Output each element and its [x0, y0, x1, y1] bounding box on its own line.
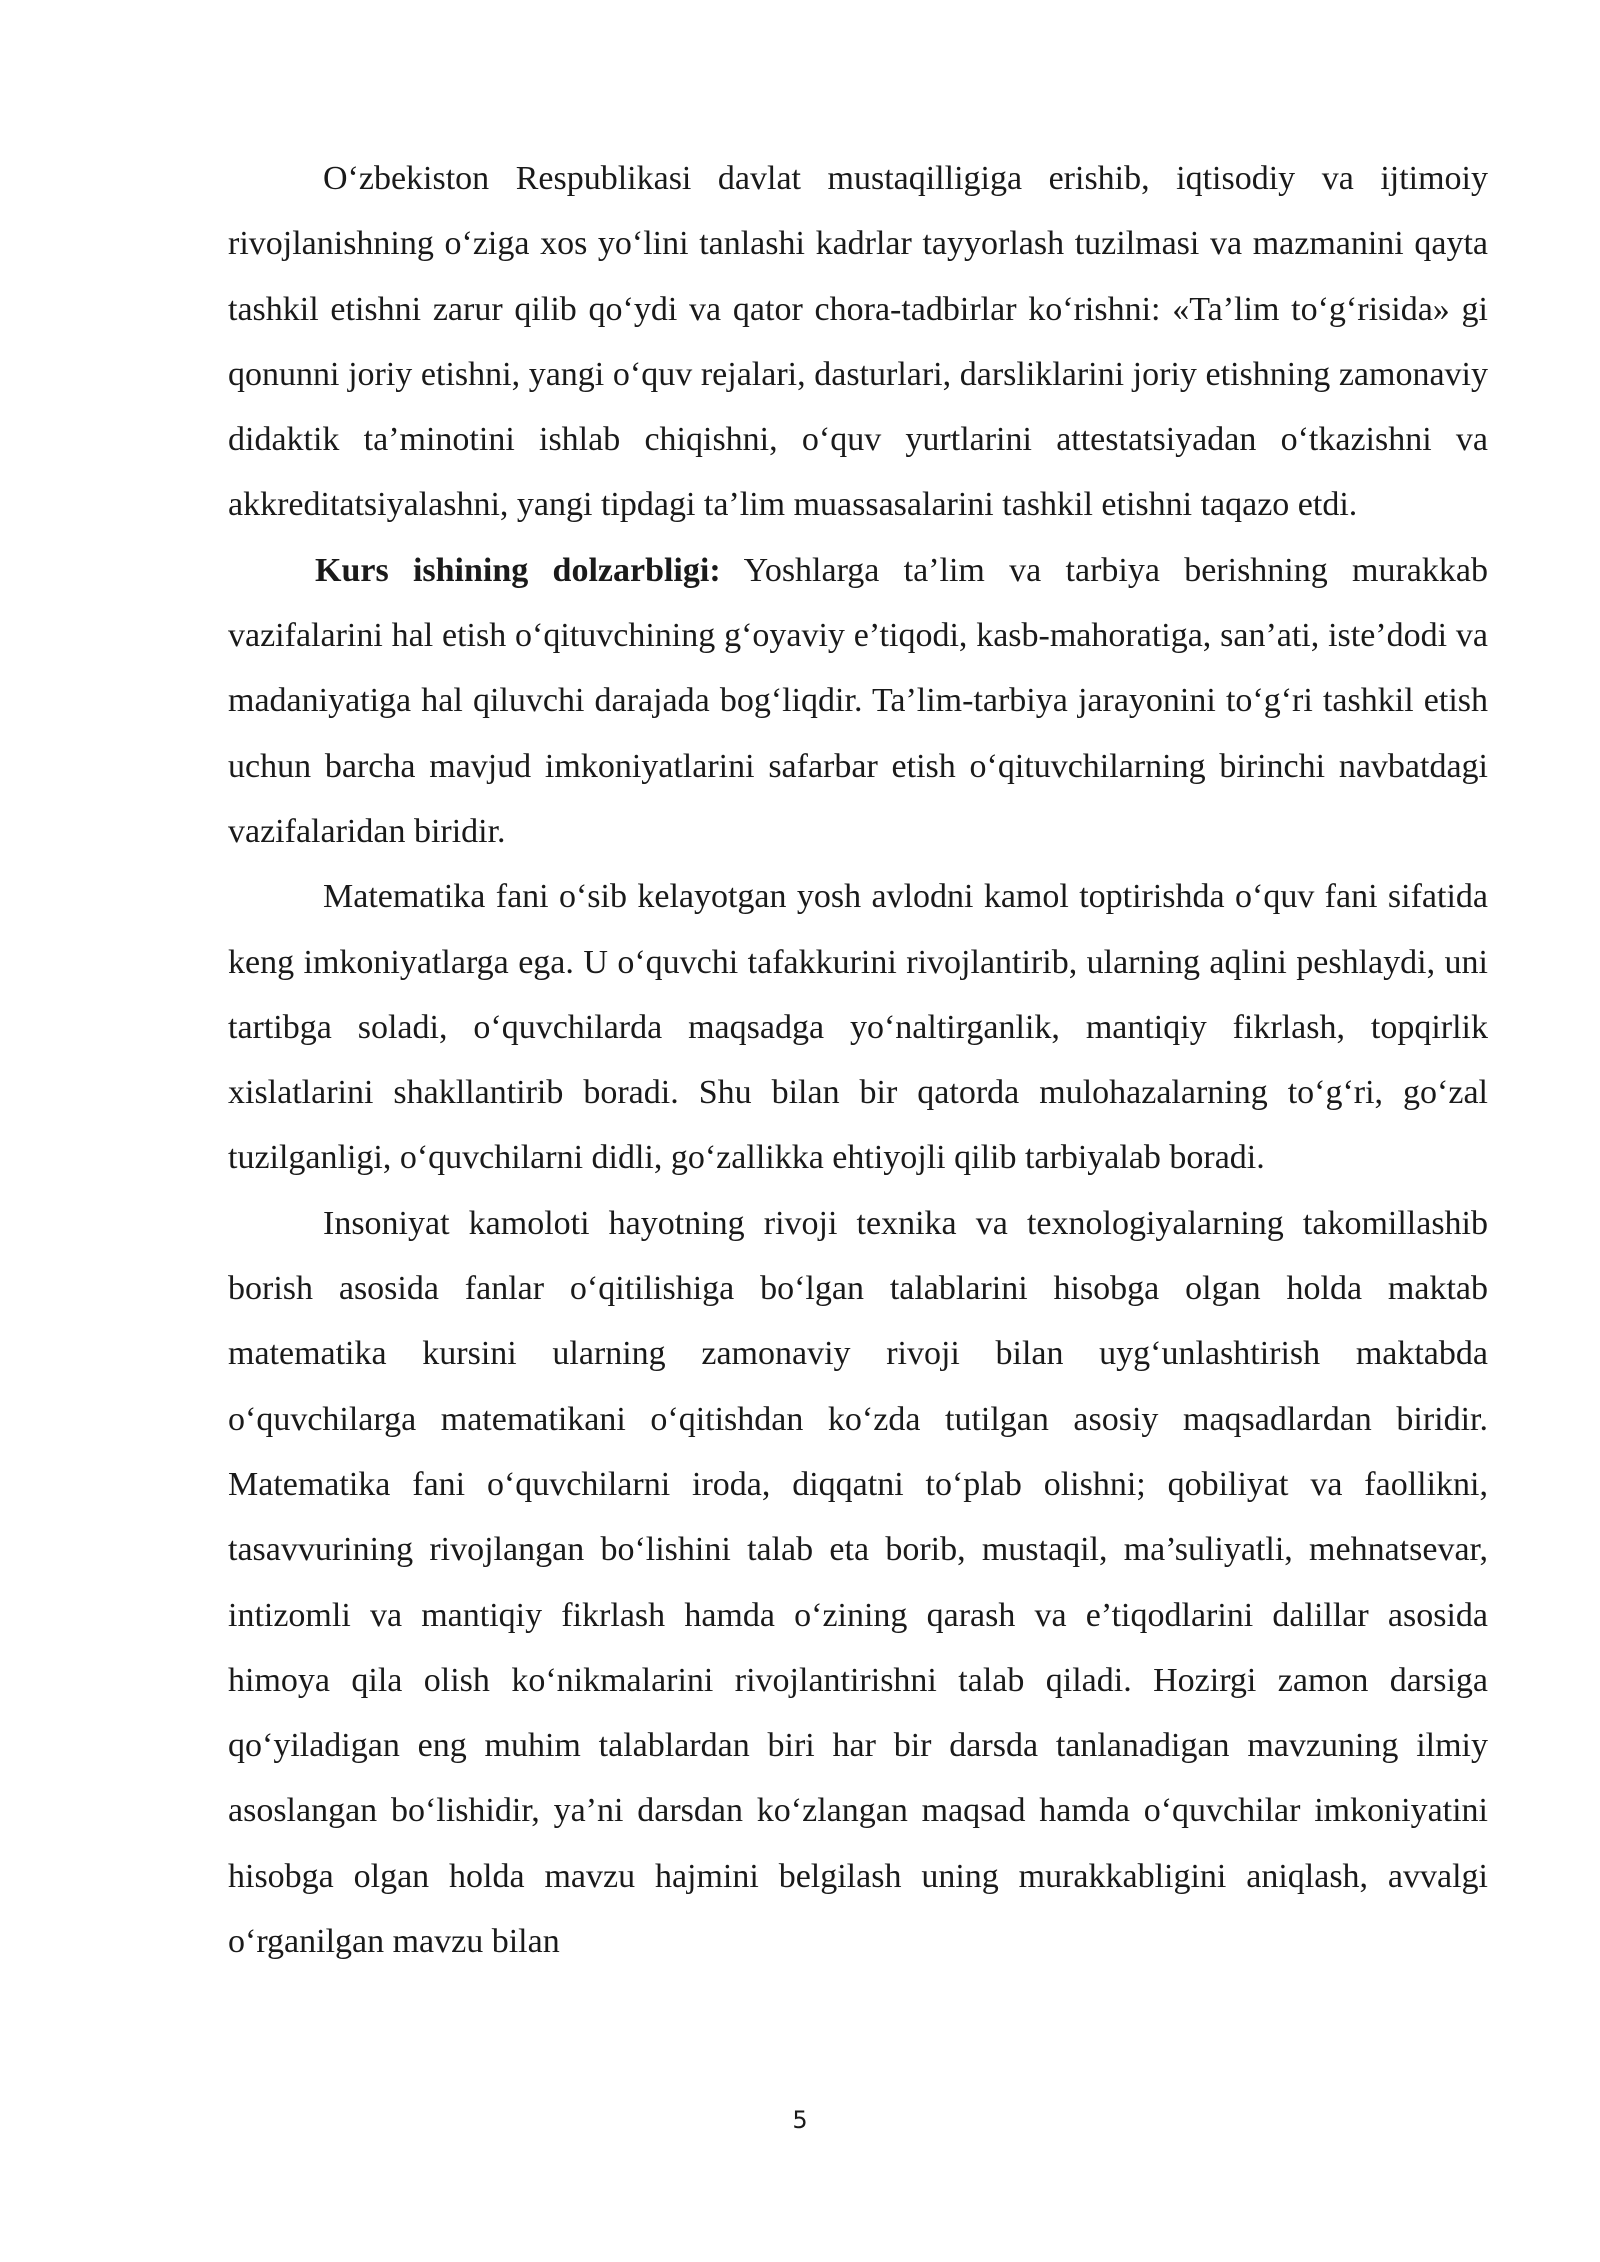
paragraph-2: [228, 538, 1488, 864]
paragraph-3-text: Matematika fani o‘sib kelayotgan yosh avlodni kamol toptirishda o‘quv fani sifatida keng imkoniyatlarga ega. U o‘quvchi tafakkurini rivojlantirib, ularning aqlini peshlaydi, uni tartibga soladi, o‘quvchilarda maqsadga yo‘naltirganlik, mantiqiy fikrlash, topqirlik xislatlarini shakllantirib boradi. Shu bilan bir qatorda mulohazalarning to‘g‘ri, go‘zal tuzilganligi, o‘quvchilarni didli, go‘zallikka ehtiyojli qilib tarbiyalab boradi.: [228, 878, 1488, 1177]
page-number: 5: [792, 2106, 808, 2134]
paragraph-1: [228, 146, 1488, 538]
paragraph-2-lead: Kurs ishining dolzarbligi:: [315, 551, 721, 589]
paragraph-3: [228, 864, 1488, 1190]
paragraph-4: [228, 1191, 1488, 1975]
paragraph-2-text: Yoshlarga ta’lim va tarbiya berishning murakkab vazifalarini hal etish o‘qituvchining g‘oyaviy e’tiqodi, kasb-mahoratiga, san’ati, iste’dodi va madaniyatiga hal qiluvchi darajada bog‘liqdir. Ta’lim-tarbiya jarayonini to‘g‘ri tashkil etish uchun barcha mavjud imkoniyatlarini safarbar etish o‘qituvchilarning birinchi navbatdagi vazifalaridan biridir.: [228, 551, 1488, 850]
paragraph-4-text: Insoniyat kamoloti hayotning rivoji texnika va texnologiyalarning takomillashib borish asosida fanlar o‘qitilishiga bo‘lgan talablarini hisobga olgan holda maktab matematika kursini ularning zamonaviy rivoji bilan uyg‘unlashtirish maktabda o‘quvchilarga matematikani o‘qitishdan ko‘zda tutilgan asosiy maqsadlardan biridir. Matematika fani o‘quvchilarni iroda, diqqatni to‘plab olishni; qobiliyat va faollikni, tasavvurining rivojlangan bo‘lishini talab eta borib, mustaqil, ma’suliyatli, mehnatsevar, intizomli va mantiqiy fikrlash hamda o‘zining qarash va e’tiqodlarini dalillar asosida himoya qila olish ko‘nikmalarini rivojlantirishni talab qiladi. Hozirgi zamon darsiga qo‘yiladigan eng muhim talablardan biri har bir darsda tanlanadigan mavzuning ilmiy asoslangan bo‘lishidir, ya’ni darsdan ko‘zlangan maqsad hamda o‘quvchilar imkoniyatini hisobga olgan holda mavzu hajmini belgilash uning murakkabligini aniqlash, avvalgi o‘rganilgan mavzu bilan: [228, 1204, 1488, 1961]
body-text: [228, 146, 1488, 1974]
paragraph-1-text: O‘zbekiston Respublikasi davlat mustaqilligiga erishib, iqtisodiy va ijtimoiy rivojlanishning o‘ziga xos yo‘lini tanlashi kadrlar tayyorlash tuzilmasi va mazmanini qayta tashkil etishni zarur qilib qo‘ydi va qator chora-tadbirlar ko‘rishni: «Ta’lim to‘g‘risida» gi qonunni joriy etishni, yangi o‘quv rejalari, dasturlari, darsliklarini joriy etishning zamonaviy didaktik ta’minotini ishlab chiqishni, o‘quv yurtlarini attestatsiyadan o‘tkazishni va akkreditatsiyalashni, yangi tipdagi ta’lim muassasalarini tashkil etishni taqazo etdi.: [228, 160, 1488, 524]
